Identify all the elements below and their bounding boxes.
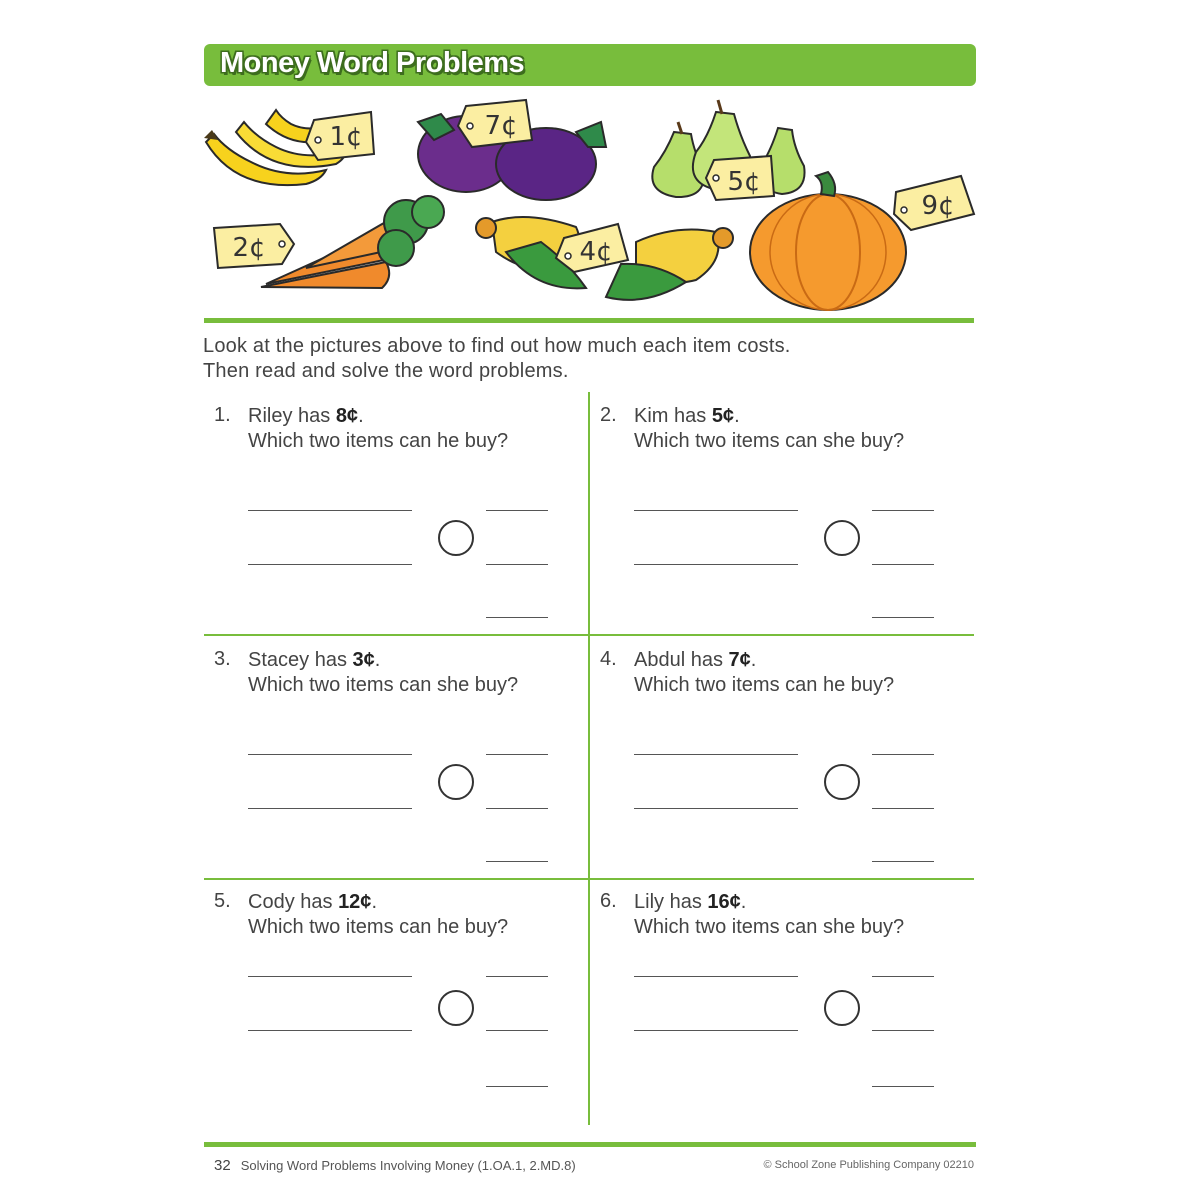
problem-number: 1. [214, 404, 231, 426]
answer-line-total[interactable] [486, 617, 548, 618]
problem-number: 6. [600, 890, 617, 912]
problem-6 [600, 890, 980, 1130]
money-amount: 5¢ [711, 405, 735, 427]
bottom-rule [204, 1142, 976, 1147]
pumpkin-price-tag [894, 176, 974, 230]
answer-line-total[interactable] [872, 861, 934, 862]
top-rule [204, 318, 974, 323]
problem-question: Which two items can he buy? [248, 916, 509, 938]
answer-line-total[interactable] [872, 1086, 934, 1087]
instructions-line-2: Then read and solve the word problems. [203, 360, 569, 382]
corn-price: 4¢ [579, 237, 613, 267]
answer-line-price-2[interactable] [486, 1030, 548, 1031]
money-amount: 16¢ [707, 891, 741, 913]
problem-statement: Kim has [634, 405, 712, 427]
answer-line-item-2[interactable] [634, 808, 798, 809]
footer-left [214, 1157, 576, 1174]
problem-statement: Stacey has [248, 649, 353, 671]
problem-question: Which two items can he buy? [634, 674, 895, 696]
problem-text: Cody has 12¢. Which two items can he buy? [248, 891, 509, 938]
title-banner [204, 44, 976, 86]
problem-question: Which two items can he buy? [248, 430, 509, 452]
page-number: 32 [214, 1157, 231, 1174]
operation-circle[interactable] [438, 764, 474, 800]
answer-line-price-1[interactable] [486, 976, 548, 977]
operation-circle[interactable] [824, 520, 860, 556]
problem-number: 4. [600, 648, 617, 670]
answer-line-price-1[interactable] [486, 754, 548, 755]
answer-line-total[interactable] [486, 861, 548, 862]
problem-text: Abdul has 7¢. Which two items can he buy? [634, 649, 895, 696]
problem-4 [600, 648, 980, 888]
answer-line-price-2[interactable] [872, 808, 934, 809]
problem-text: Stacey has 3¢. Which two items can she buy? [248, 649, 519, 696]
answer-line-item-2[interactable] [248, 808, 412, 809]
problem-number: 5. [214, 890, 231, 912]
answer-line-item-1[interactable] [634, 754, 798, 755]
answer-line-item-2[interactable] [634, 564, 798, 565]
problem-statement: Abdul has [634, 649, 729, 671]
page-title: Money Word Problems [220, 47, 525, 79]
answer-line-price-1[interactable] [872, 976, 934, 977]
problem-text: Riley has 8¢. Which two items can he buy? [248, 405, 509, 452]
problem-2 [600, 404, 980, 644]
operation-circle[interactable] [438, 520, 474, 556]
answer-line-total[interactable] [872, 617, 934, 618]
answer-line-item-1[interactable] [634, 510, 798, 511]
answer-line-price-1[interactable] [872, 510, 934, 511]
problem-statement: Lily has [634, 891, 708, 913]
money-amount: 12¢ [338, 891, 372, 913]
problem-1 [214, 404, 594, 644]
problem-question: Which two items can she buy? [634, 916, 905, 938]
problem-3 [214, 648, 594, 888]
price-illustration [196, 92, 986, 316]
problem-question: Which two items can she buy? [634, 430, 905, 452]
pear-price-tag [706, 156, 774, 200]
answer-line-total[interactable] [486, 1086, 548, 1087]
pumpkin-price: 9¢ [921, 191, 955, 221]
answer-line-price-2[interactable] [872, 564, 934, 565]
answer-line-price-2[interactable] [872, 1030, 934, 1031]
answer-line-price-2[interactable] [486, 564, 548, 565]
instructions [203, 334, 963, 384]
instructions-line-1: Look at the pictures above to find out how much each item costs. [203, 335, 791, 357]
carrot-price: 2¢ [232, 233, 266, 263]
answer-line-item-2[interactable] [248, 564, 412, 565]
answer-line-item-2[interactable] [248, 1030, 412, 1031]
answer-line-item-1[interactable] [634, 976, 798, 977]
carrot-price-tag [214, 224, 294, 268]
problem-question: Which two items can she buy? [248, 674, 519, 696]
banana-price: 1¢ [329, 122, 363, 152]
money-amount: 8¢ [335, 405, 359, 427]
footer-topic: Solving Word Problems Involving Money (1.OA.1, 2.MD.8) [240, 1158, 576, 1173]
answer-line-item-1[interactable] [248, 754, 412, 755]
money-amount: 3¢ [352, 649, 375, 671]
eggplant-price-tag [458, 100, 532, 147]
problem-number: 3. [214, 648, 231, 670]
problem-number: 2. [600, 404, 617, 426]
footer-copyright: © School Zone Publishing Company 02210 [763, 1159, 974, 1171]
eggplant-price: 7¢ [484, 111, 518, 141]
answer-line-item-2[interactable] [634, 1030, 798, 1031]
banana-price-tag [306, 112, 374, 160]
problem-text: Lily has 16¢. Which two items can she buy? [634, 891, 905, 938]
problem-text: Kim has 5¢. Which two items can she buy? [634, 405, 905, 452]
problem-statement: Riley has [248, 405, 336, 427]
problem-5 [214, 890, 594, 1130]
operation-circle[interactable] [824, 764, 860, 800]
answer-line-price-1[interactable] [486, 510, 548, 511]
operation-circle[interactable] [438, 990, 474, 1026]
operation-circle[interactable] [824, 990, 860, 1026]
money-amount: 7¢ [728, 649, 751, 671]
answer-line-price-2[interactable] [486, 808, 548, 809]
pear-price: 5¢ [727, 167, 761, 197]
answer-line-item-1[interactable] [248, 976, 412, 977]
answer-line-item-1[interactable] [248, 510, 412, 511]
answer-line-price-1[interactable] [872, 754, 934, 755]
problem-statement: Cody has [248, 891, 339, 913]
